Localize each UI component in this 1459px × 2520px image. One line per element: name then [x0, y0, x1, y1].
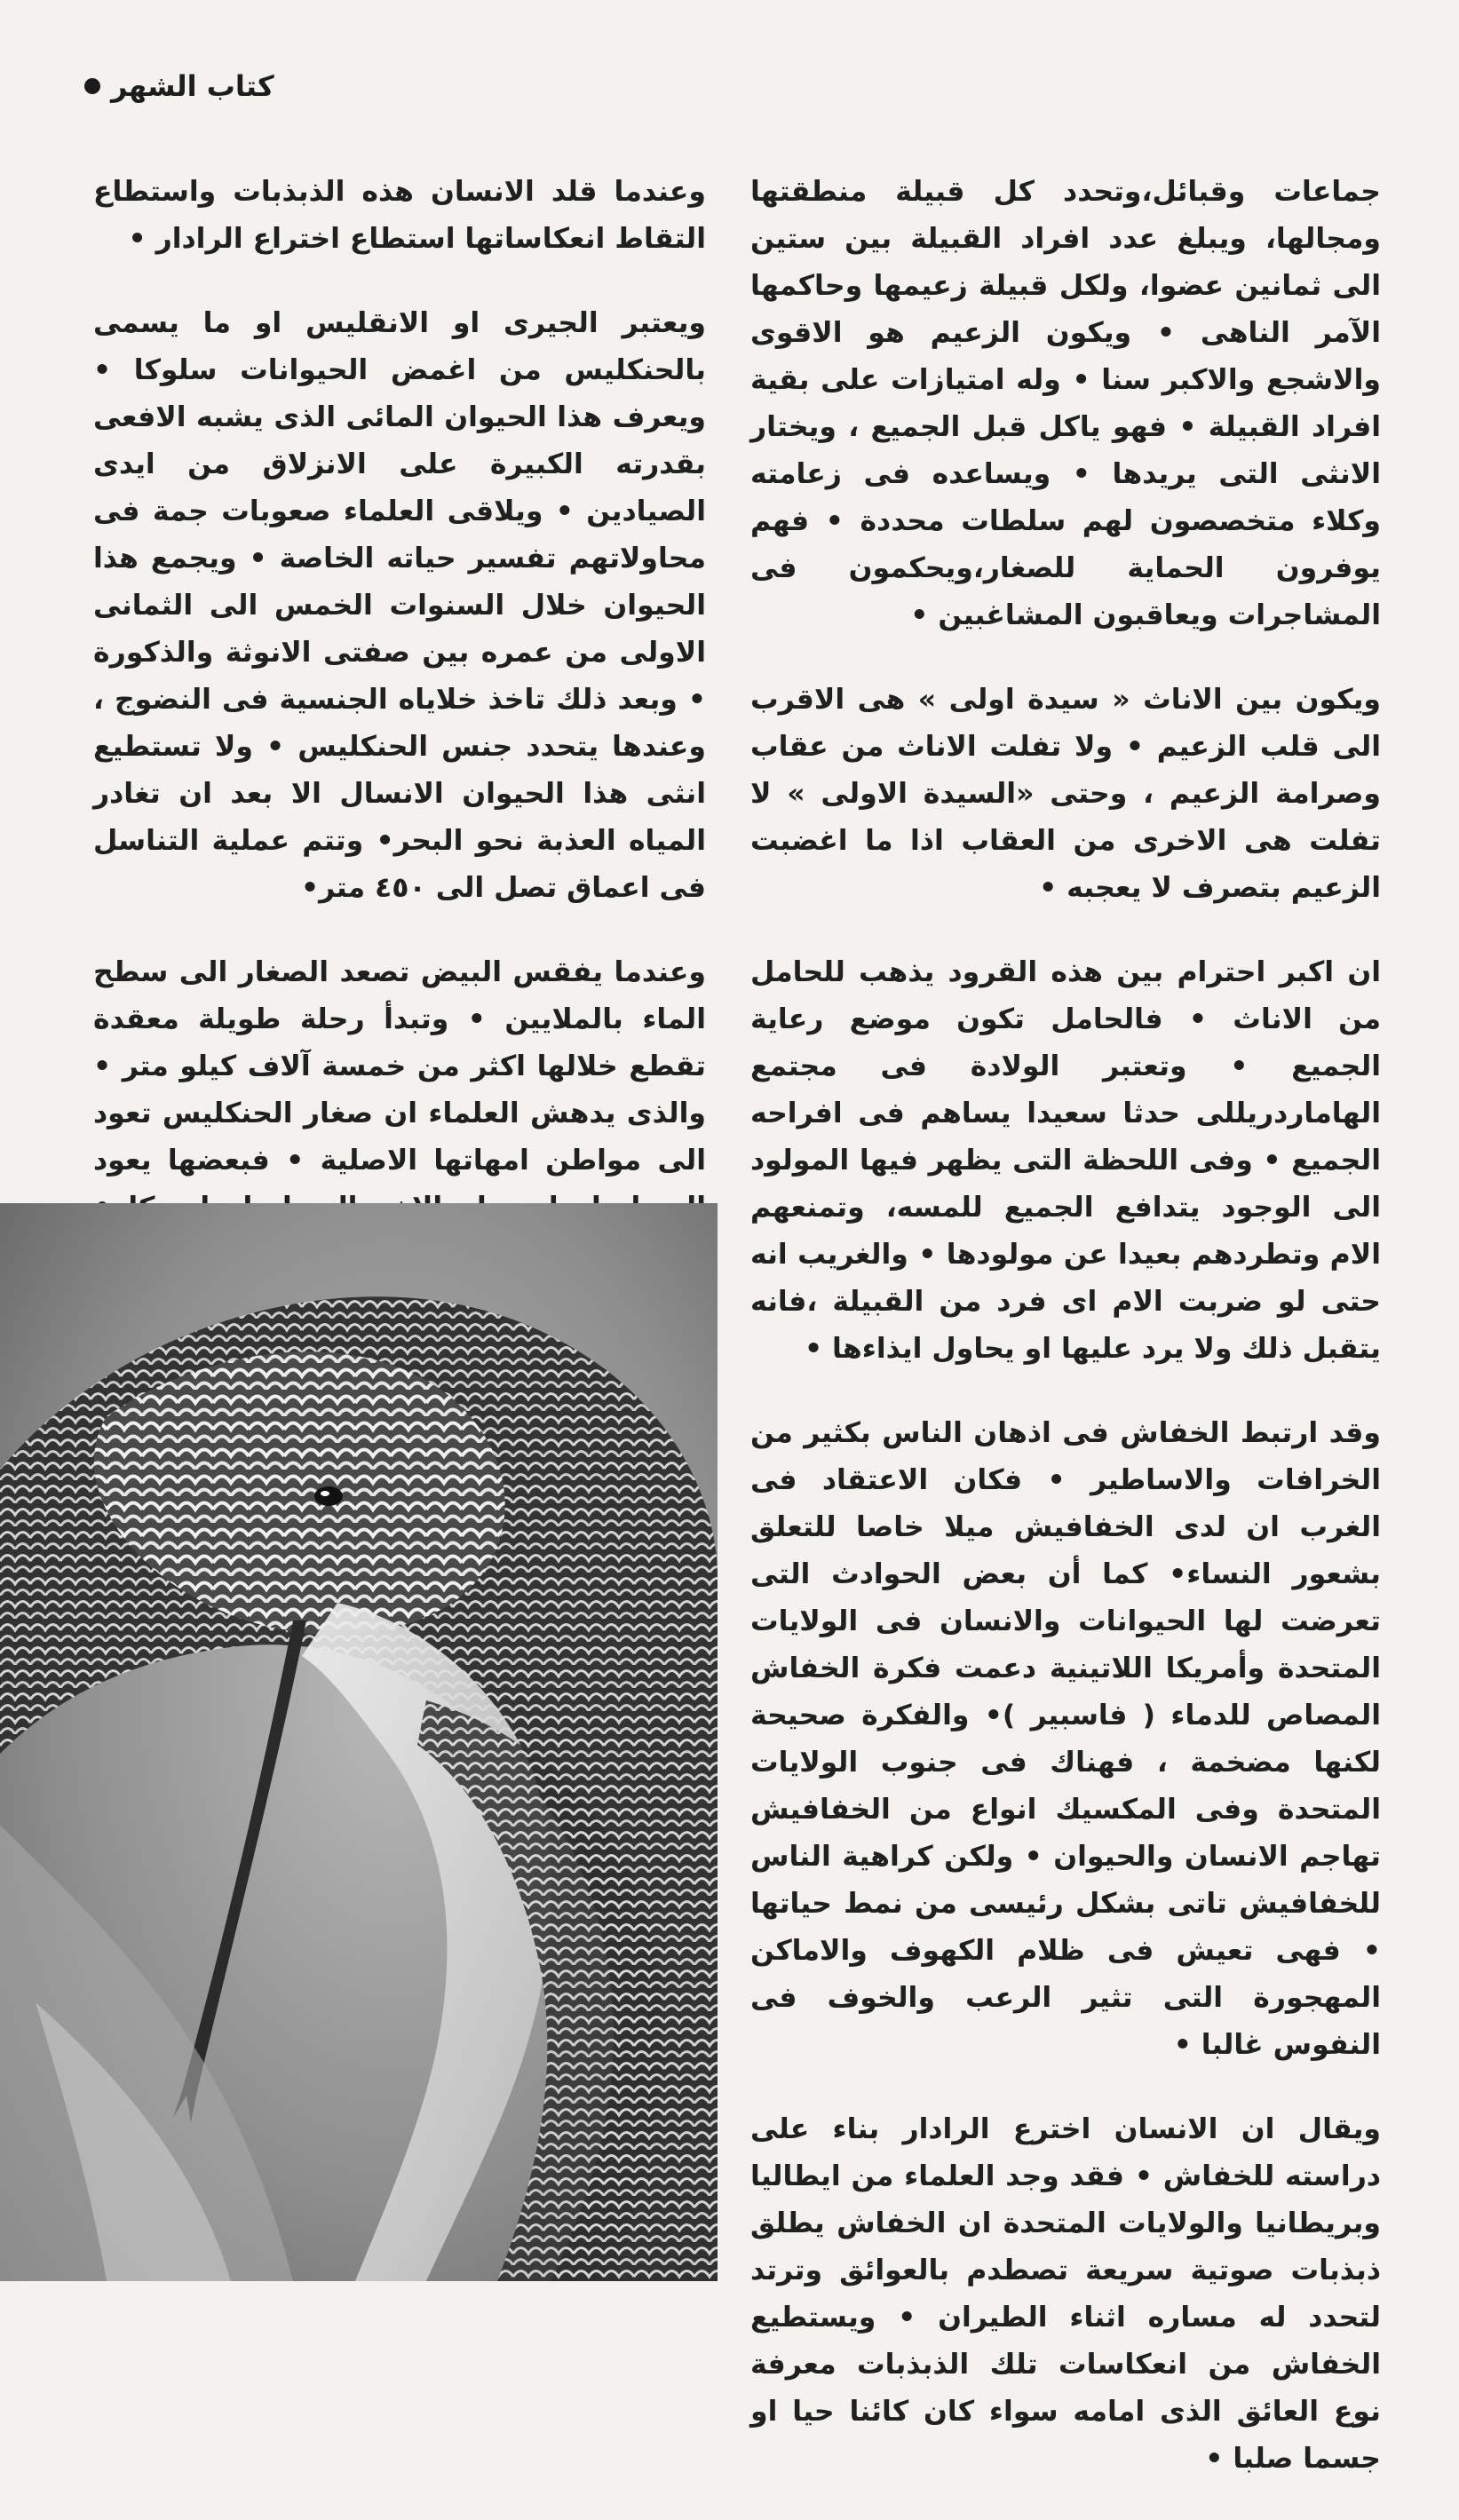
paragraph: جماعات وقبائل،وتحدد كل قبيلة منطقتها ومجالها، ويبلغ عدد افراد القبيلة بين ستين الى ثمانين عضوا، ولكل قبيلة زعيمها وحاكمها الآمر الناهى • ويكون الزعيم هو الاقوى والاشجع والاكبر سنا • وله امتيازات على بقية افراد القبيلة • فهو ياكل قبل الجميع ، ويختار الانثى التى يريدها • ويساعده فى زعامته وكلاء متخصصون لهم سلطات محددة • فهم يوفرون الحماية للصغار،ويحكمون فى المشاجرات ويعاقبون المشاغبين •: [750, 176, 1381, 631]
page-header: [84, 69, 274, 103]
paragraph: وعندما قلد الانسان هذه الذبذبات واستطاع التقاط انعكاساتها استطاع اختراع الرادار •: [93, 176, 706, 255]
bullet-icon: [84, 78, 100, 94]
paragraph: ان اكبر احترام بين هذه القرود يذهب للحامل من الاناث • فالحامل تكون موضع رعاية الجميع • وتعتبر الولادة فى مجتمع الهاماردريللى حدثا سعيدا يساهم فى افراحه الجميع • وفى اللحظة التى يظهر فيها المولود الى الوجود يتدافع الجميع للمسه، وتمنعهم الام وتطردهم بعيدا عن مولودها • والغريب انه حتى لو ضربت الام اى فرد من القبيلة ،فانه يتقبل ذلك ولا يرد عليها او يحاول ايذاءها •: [750, 956, 1381, 1365]
section-title: كتاب الشهر: [111, 69, 274, 103]
snake-photo: [0, 1203, 718, 2281]
paragraph: وقد ارتبط الخفاش فى اذهان الناس بكثير من الخرافات والاساطير • فكان الاعتقاد فى الغرب ان لدى الخفافيش ميلا خاصا للتعلق بشعور النساء• كما أن بعض الحوادث التى تعرضت لها الحيوانات والانسان فى الولايات المتحدة وأمريكا اللاتينية دعمت فكرة الخفاش المصاص للدماء ( فاسبير )• والفكرة صحيحة لكنها مضخمة ، فهناك فى جنوب الولايات المتحدة وفى المكسيك انواع من الخفافيش تهاجم الانسان والحيوان • ولكن كراهية الناس للخفافيش تاتى بشكل رئيسى من نمط حياتها • فهى تعيش فى ظلام الكهوف والاماكن المهجورة التى تثير الرعب والخوف فى النفوس غالبا •: [750, 1417, 1381, 2061]
paragraph: ويكون بين الاناث « سيدة اولى » هى الاقرب الى قلب الزعيم • ولا تفلت الاناث من عقاب وصرامة الزعيم ، وحتى «السيدة الاولى » لا تفلت هى الاخرى من العقاب اذا ما اغضبت الزعيم بتصرف لا يعجبه •: [750, 684, 1381, 904]
paragraph: وعندما يفقس البيض تصعد الصغار الى سطح الماء بالملايين • وتبدأ رحلة طويلة معقدة تقطع خلالها اكثر من خمسة آلاف كيلو متر • والذى يدهش العلماء ان صغار الحنكليس تعود الى مواطن امهاتها الاصلية • فبعضها يعود: [93, 956, 706, 1177]
paragraph: ويقال ان الانسان اخترع الرادار بناء على دراسته للخفاش • فقد وجد العلماء من ايطاليا وبريطانيا والولايات المتحدة ان الخفاش يطلق ذبذبات صوتية سريعة تصطدم بالعوائق وترتد لتحدد له مساره اثناء الطيران • ويستطيع الخفاش من انعكاسات تلك الذبذبات معرفة نوع العائق الذى امامه سواء كان كائنا حيا او جسما صلبا •: [750, 2113, 1381, 2475]
right-column: [750, 169, 1381, 2520]
left-column: [93, 169, 706, 1316]
paragraph: ويعتبر الجيرى او الانقليس او ما يسمى بالحنكليس من اغمض الحيوانات سلوكا • ويعرف هذا الحيوان المائى الذى يشبه الافعى بقدرته الكبيرة على الانزلاق من ايدى الصيادين • ويلاقى العلماء صعوبات جمة فى محاولاتهم تفسير حياته الخاصة • ويجمع هذا الحيوان خلال السنوات الخمس الى الثمانى الاولى من عمره بين صفتى الانوثة والذكورة • وبعد ذلك تاخذ خلاياه الجنسية فى النضوج ، وعندها يتحدد جنس الحنكليس • ولا تستطيع انثى هذا الحيوان الانسال الا بعد ان تغادر المياه العذبة نحو البحر• وتتم عملية التناسل فى اعماق تصل الى ٤٥٠ متر•: [93, 307, 706, 904]
snake-image: [0, 1203, 718, 2281]
